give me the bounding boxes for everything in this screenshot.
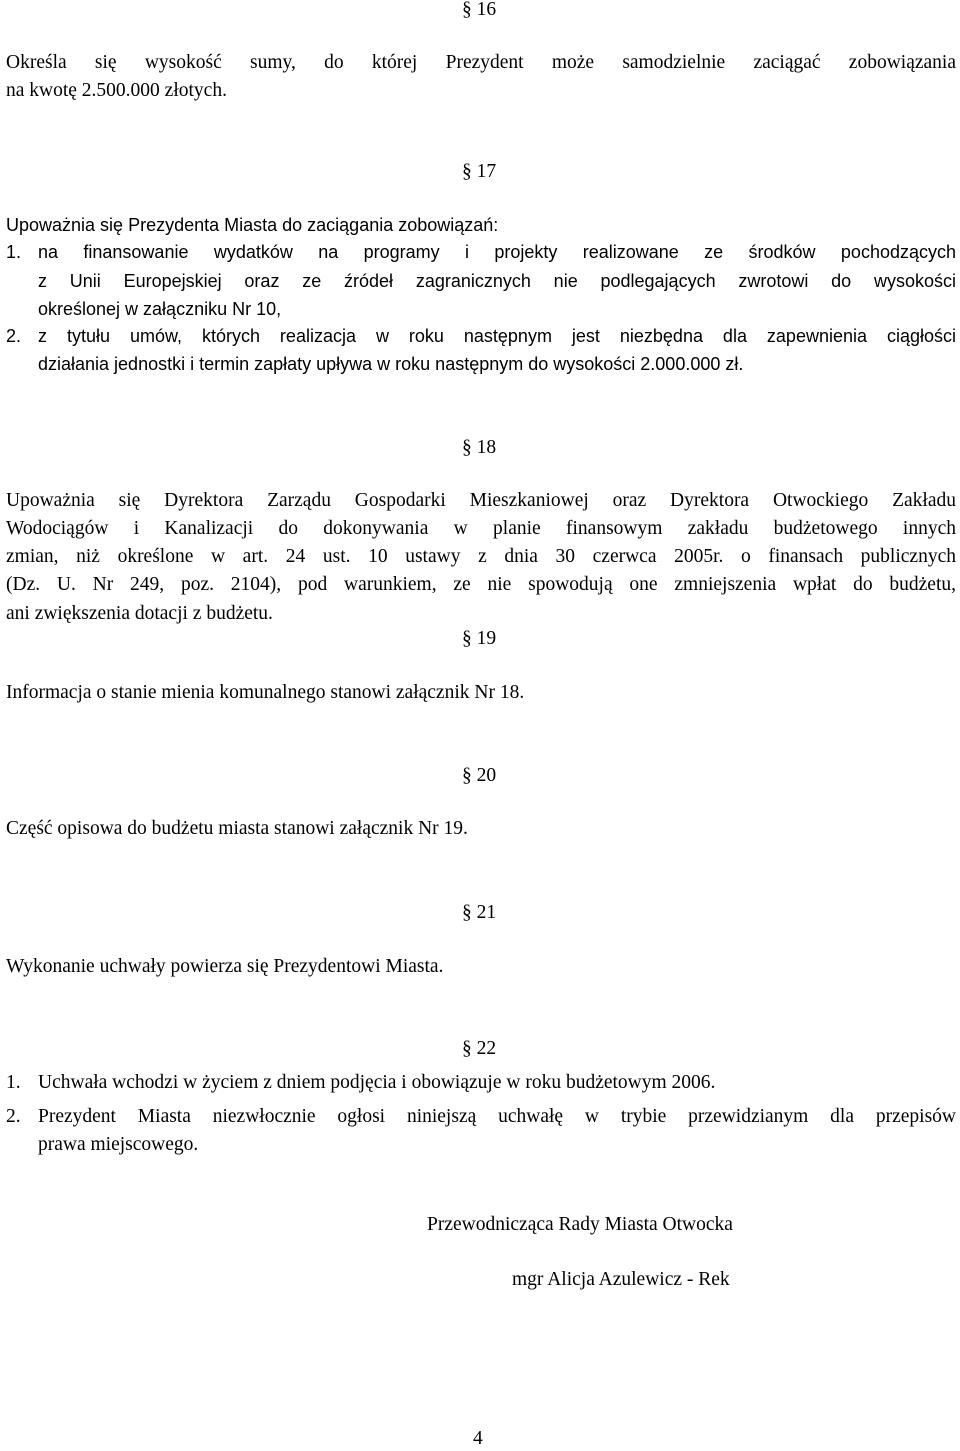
section-16-heading: § 16 bbox=[462, 0, 497, 20]
signature-name: mgr Alicja Azulewicz - Rek bbox=[512, 1269, 730, 1290]
section-22-heading: § 22 bbox=[462, 1038, 497, 1059]
section-17-item-1-line-3: określonej w załączniku Nr 10, bbox=[38, 299, 282, 319]
item-number: 1. bbox=[6, 1072, 21, 1093]
section-17-heading: § 17 bbox=[462, 161, 497, 182]
section-19-heading: § 19 bbox=[462, 628, 497, 649]
section-18-line-2: Wodociągów i Kanalizacji do dokonywania w planie finansowym zakładu budżetowego innych bbox=[6, 518, 956, 539]
section-19-text: Informacja o stanie mienia komunalnego stanowi załącznik Nr 18. bbox=[6, 682, 525, 703]
page-number: 4 bbox=[473, 1428, 483, 1449]
section-18-line-3: zmian, niż określone w art. 24 ust. 10 ustawy z dnia 30 czerwca 2005r. o finansach publicznych bbox=[6, 546, 956, 567]
section-22-item-2-line-2: prawa miejscowego. bbox=[38, 1134, 199, 1155]
section-17-item-2 bbox=[6, 322, 956, 378]
section-18-heading: § 18 bbox=[462, 437, 497, 458]
signature-title: Przewodnicząca Rady Miasta Otwocka bbox=[427, 1214, 733, 1235]
item-number: 2. bbox=[6, 1106, 21, 1127]
section-22-item-1 bbox=[6, 1069, 956, 1097]
section-22-item-2-line-1: Prezydent Miasta niezwłocznie ogłosi niniejszą uchwałę w trybie przewidzianym dla przepisów bbox=[38, 1106, 956, 1127]
section-17-item-1-line-1: na finansowanie wydatków na programy i projekty realizowane ze środków pochodzących bbox=[38, 242, 956, 262]
section-18-line-4: (Dz. U. Nr 249, poz. 2104), pod warunkiem, ze nie spowodują one zmniejszenia wpłat do budżetu, bbox=[6, 574, 956, 595]
section-17-item-2-line-2: działania jednostki i termin zapłaty upływa w roku następnym do wysokości 2.000.000 zł. bbox=[38, 354, 744, 374]
section-21-text: Wykonanie uchwały powierza się Prezydentowi Miasta. bbox=[6, 956, 444, 977]
section-20-text: Część opisowa do budżetu miasta stanowi załącznik Nr 19. bbox=[6, 818, 468, 839]
section-18-line-1: Upoważnia się Dyrektora Zarządu Gospodarki Mieszkaniowej oraz Dyrektora Otwockiego Zakładu bbox=[6, 490, 956, 511]
section-22-item-2 bbox=[6, 1103, 956, 1159]
section-17-intro: Upoważnia się Prezydenta Miasta do zaciągania zobowiązań: bbox=[6, 215, 499, 235]
section-20-heading: § 20 bbox=[462, 765, 497, 786]
section-17-item-1 bbox=[6, 238, 956, 322]
section-21-heading: § 21 bbox=[462, 902, 497, 923]
item-number: 1. bbox=[6, 242, 22, 262]
section-22-item-1-text: Uchwała wchodzi w życiem z dniem podjęcia i obowiązuje w roku budżetowym 2006. bbox=[38, 1072, 716, 1093]
item-number: 2. bbox=[6, 326, 22, 346]
section-18-line-5: ani zwiększenia dotacji z budżetu. bbox=[6, 603, 273, 624]
section-17-item-2-line-1: z tytułu umów, których realizacja w roku następnym jest niezbędna dla zapewnienia ciągłości bbox=[38, 326, 956, 346]
section-16-line-2: na kwotę 2.500.000 złotych. bbox=[6, 80, 227, 101]
section-16-line-1: Określa się wysokość sumy, do której Prezydent może samodzielnie zaciągać zobowiązania bbox=[6, 52, 956, 73]
section-17-item-1-line-2: z Unii Europejskiej oraz ze źródeł zagranicznych nie podlegających zwrotowi do wysokości bbox=[38, 271, 956, 291]
